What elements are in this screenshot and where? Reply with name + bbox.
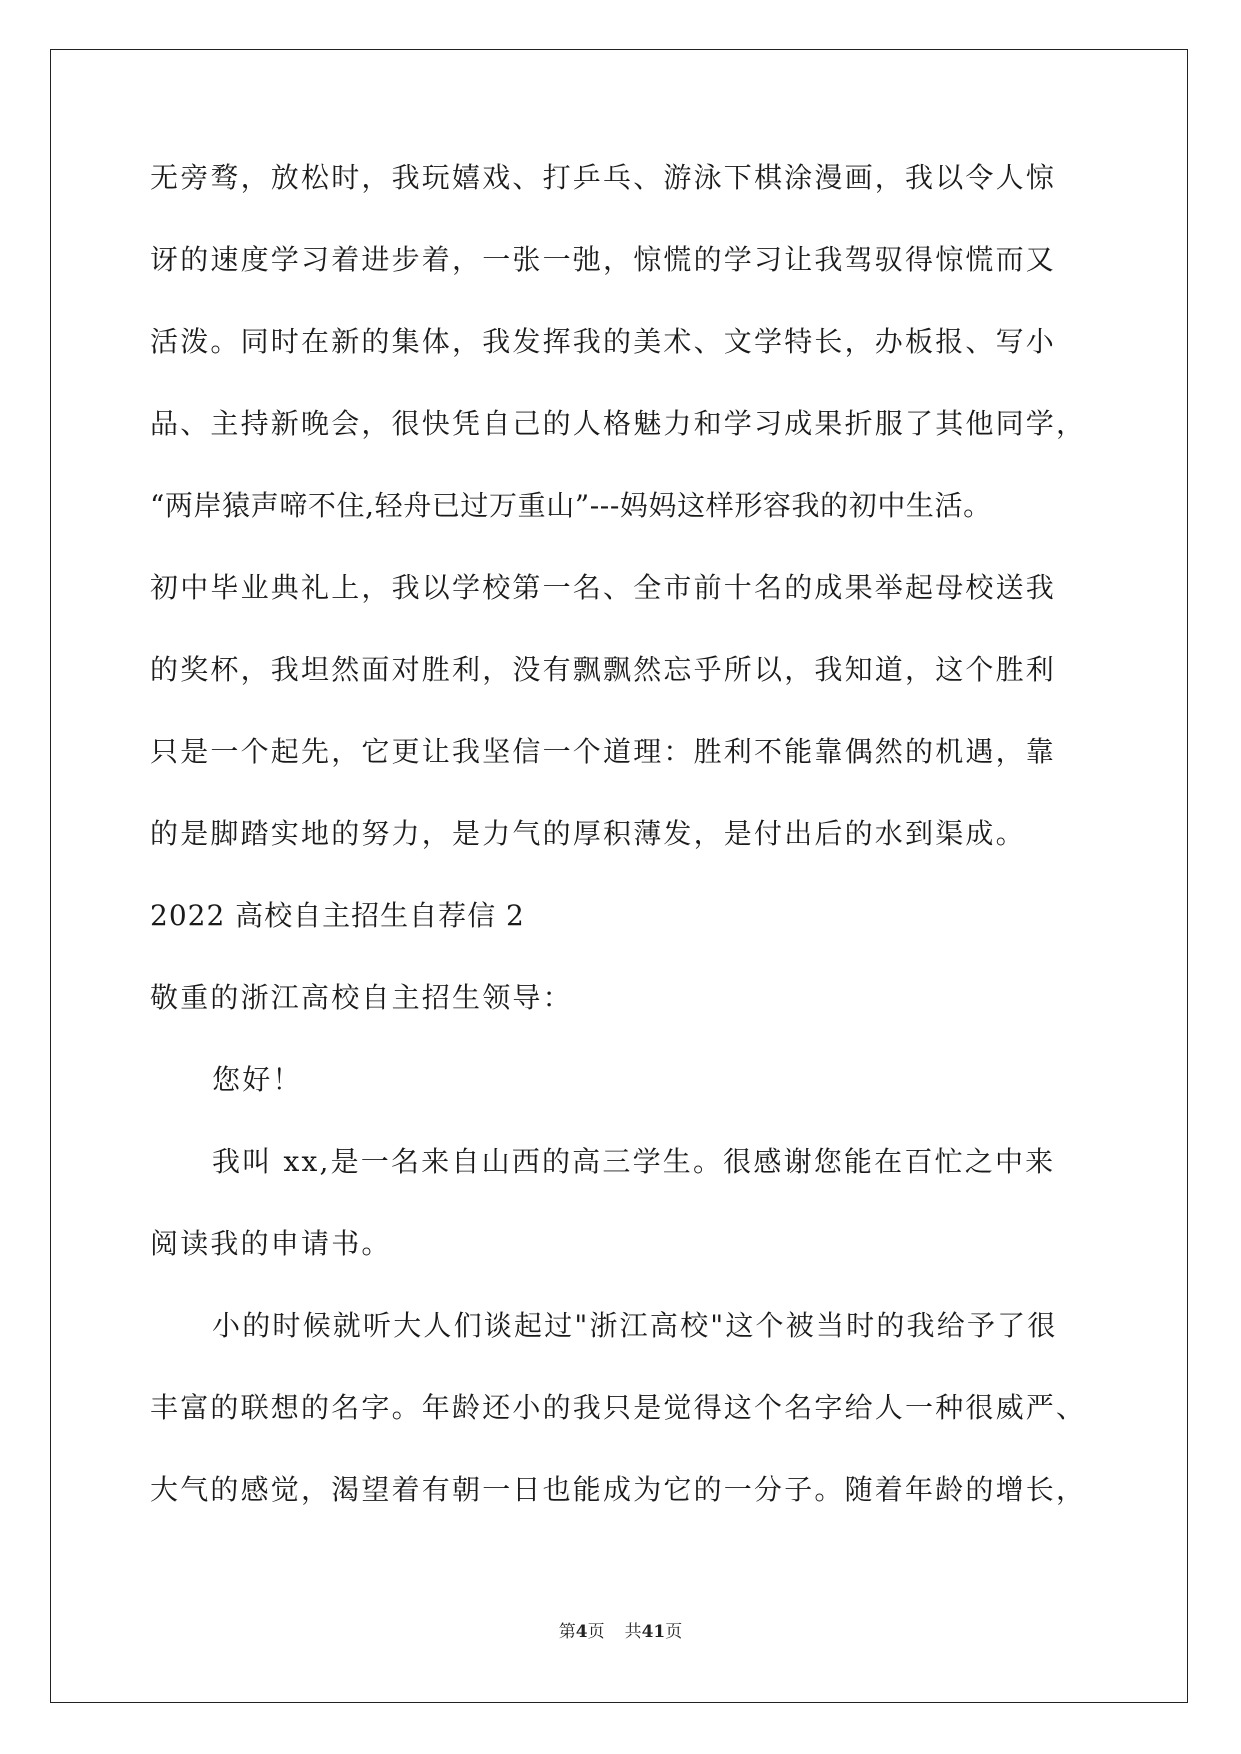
footer-page-suffix: 页 [587,1622,605,1642]
section-heading: 2022 高校自主招生自荐信 2 [150,899,525,932]
text-line: 无旁骛，放松时，我玩嬉戏、打乒乓、游泳下棋涂漫画，我以令人惊 [150,161,1057,194]
text-line: 的是脚踏实地的努力，是力气的厚积薄发，是付出后的水到渠成。 [150,817,1026,850]
page-number: 4 [575,1622,588,1642]
text-line: 小的时候就听大人们谈起过"浙江高校"这个被当时的我给予了很 [212,1309,1058,1342]
text-line: 讶的速度学习着进步着，一张一弛，惊慌的学习让我驾驭得惊慌而又 [150,243,1057,276]
text-line: 只是一个起先，它更让我坚信一个道理：胜利不能靠偶然的机遇，靠 [150,735,1057,768]
greeting: 您好！ [212,1063,303,1096]
footer-total-suffix: 页 [665,1622,683,1642]
footer-total-prefix: 共 [624,1622,642,1642]
page-total: 41 [641,1622,666,1642]
text-line: 丰富的联想的名字。年龄还小的我只是觉得这个名字给人一种很威严、 [150,1391,1087,1424]
salutation: 敬重的浙江高校自主招生领导： [150,981,573,1014]
document-body [150,158,1090,1552]
text-line: 活泼。同时在新的集体，我发挥我的美术、文学特长，办板报、写小 [150,325,1057,358]
text-line: 品、主持新晚会，很快凭自己的人格魅力和学习成果折服了其他同学， [150,407,1087,440]
text-line: 大气的感觉，渴望着有朝一日也能成为它的一分子。随着年龄的增长， [150,1473,1087,1506]
text-line: “两岸猿声啼不住,轻舟已过万重山”---妈妈这样形容我的初中生活。 [150,489,992,522]
text-line: 阅读我的申请书。 [150,1227,392,1260]
footer-prefix: 第 [558,1622,576,1642]
text-line: 我叫 xx,是一名来自山西的高三学生。很感谢您能在百忙之中来 [212,1145,1056,1178]
page-footer [0,1617,1241,1642]
text-line: 的奖杯，我坦然面对胜利，没有飘飘然忘乎所以，我知道，这个胜利 [150,653,1057,686]
text-line: 初中毕业典礼上，我以学校第一名、全市前十名的成果举起母校送我 [150,571,1057,604]
